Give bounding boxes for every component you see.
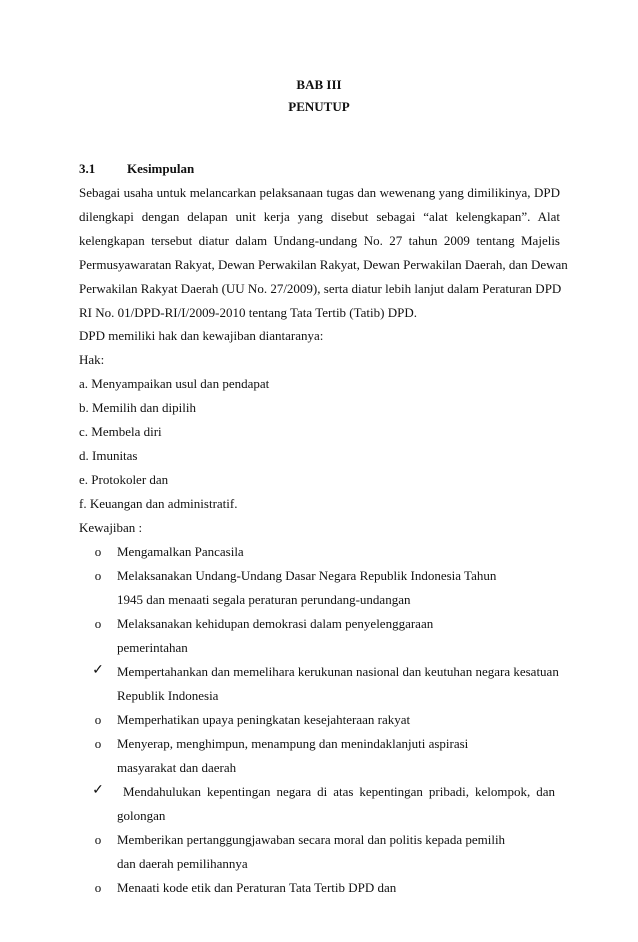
- list-item-line: Mengamalkan Pancasila: [117, 544, 244, 559]
- checkmark-bullet-icon: ✓: [92, 663, 104, 678]
- section-number: 3.1: [79, 161, 96, 176]
- list-item-line: Mempertahankan dan memelihara kerukunan nasional dan keutuhan negara kesatuan: [117, 664, 559, 679]
- circle-bullet-icon: o: [94, 616, 102, 631]
- hak-label: Hak:: [79, 352, 105, 367]
- circle-bullet-icon: o: [94, 712, 102, 727]
- list-item-line: Mendahulukan kepentingan negara di atas kepentingan pribadi, kelompok, dan: [117, 784, 555, 799]
- list-item-line: golongan: [117, 808, 166, 823]
- list-item-line: Menyerap, menghimpun, menampung dan menindaklanjuti aspirasi: [117, 736, 469, 751]
- list-item-line: masyarakat dan daerah: [117, 760, 237, 775]
- circle-bullet-icon: o: [94, 736, 102, 751]
- list-item-line: Memperhatikan upaya peningkatan kesejahteraan rakyat: [117, 712, 411, 727]
- list-item-line: Republik Indonesia: [117, 688, 219, 703]
- list-item: c. Membela diri: [79, 424, 162, 439]
- list-item-line: pemerintahan: [117, 640, 188, 655]
- list-item-line: Melaksanakan Undang-Undang Dasar Negara Republik Indonesia Tahun: [117, 568, 497, 583]
- checkmark-bullet-icon: ✓: [92, 783, 104, 798]
- paragraph-line: Sebagai usaha untuk melancarkan pelaksanaan tugas dan wewenang yang dimilikinya, DPD: [79, 185, 560, 200]
- list-item-line: Menaati kode etik dan Peraturan Tata Tertib DPD dan: [117, 880, 397, 895]
- paragraph-line: kelengkapan tersebut diatur dalam Undang-undang No. 27 tahun 2009 tentang Majelis: [79, 233, 560, 248]
- list-item-line: 1945 dan menaati segala peraturan perundang-undangan: [117, 592, 411, 607]
- list-item-line: Memberikan pertanggungjawaban secara moral dan politis kepada pemilih: [117, 832, 506, 847]
- circle-bullet-icon: o: [94, 832, 102, 847]
- paragraph-line: Perwakilan Rakyat Daerah (UU No. 27/2009), serta diatur lebih lanjut dalam Peraturan DPD: [79, 281, 562, 296]
- paragraph-line: RI No. 01/DPD-RI/I/2009-2010 tentang Tata Tertib (Tatib) DPD.: [79, 305, 417, 320]
- list-item: d. Imunitas: [79, 448, 138, 463]
- kewajiban-label: Kewajiban :: [79, 520, 143, 535]
- list-item: e. Protokoler dan: [79, 472, 169, 487]
- intro-line: DPD memiliki hak dan kewajiban diantaranya:: [79, 328, 324, 343]
- circle-bullet-icon: o: [94, 880, 102, 895]
- chapter-label: BAB III: [296, 77, 342, 92]
- section-title: Kesimpulan: [127, 161, 195, 176]
- paragraph-line: Permusyawaratan Rakyat, Dewan Perwakilan Rakyat, Dewan Perwakilan Daerah, dan Dewan: [79, 257, 568, 272]
- list-item: f. Keuangan dan administratif.: [79, 496, 238, 511]
- list-item: b. Memilih dan dipilih: [79, 400, 196, 415]
- paragraph-line: dilengkapi dengan delapan unit kerja yang disebut sebagai “alat kelengkapan”. Alat: [79, 209, 560, 224]
- list-item-line: dan daerah pemilihannya: [117, 856, 248, 871]
- list-item-line: Melaksanakan kehidupan demokrasi dalam penyelenggaraan: [117, 616, 434, 631]
- circle-bullet-icon: o: [94, 544, 102, 559]
- list-item: a. Menyampaikan usul dan pendapat: [79, 376, 270, 391]
- circle-bullet-icon: o: [94, 568, 102, 583]
- chapter-title: PENUTUP: [288, 99, 350, 114]
